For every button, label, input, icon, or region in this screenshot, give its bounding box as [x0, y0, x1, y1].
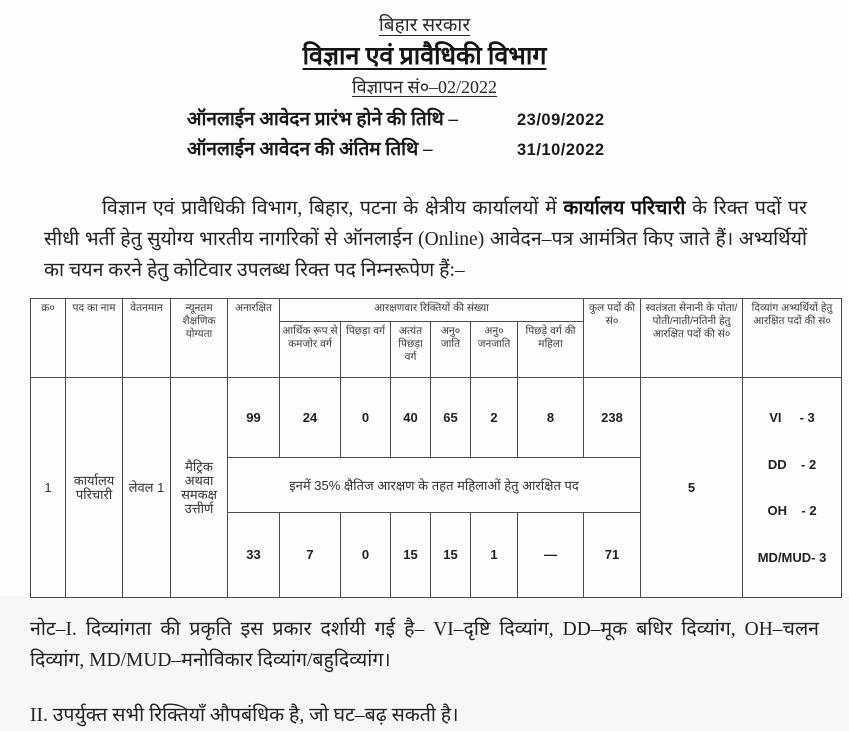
cell-bcw-women: — — [518, 512, 584, 597]
cell-total-women: 71 — [584, 512, 641, 597]
col-unreserved: अनारक्षित — [228, 299, 280, 378]
cell-bc-women2: 0 — [341, 512, 391, 597]
document-header — [0, 0, 849, 99]
col-pay-scale: वेतनमान — [123, 299, 171, 378]
cell-bc-total: 0 — [341, 378, 391, 458]
divyang-line-md: MD/MUD- 3 — [757, 549, 827, 565]
end-date-label: ऑनलाईन आवेदन की अंतिम तिथि – — [187, 139, 433, 160]
start-date-value: 23/09/2022 — [517, 111, 605, 129]
col-ebc: अत्यंत पिछड़ा वर्ग — [391, 322, 431, 378]
intro-text-1: विज्ञान एवं प्रावैधिकी विभाग, बिहार, पटना के क्षेत्रीय कार्यालयों में — [102, 198, 564, 219]
vacancy-table — [30, 298, 842, 598]
cell-ews-total: 24 — [280, 378, 341, 458]
intro-paragraph — [44, 193, 807, 286]
divyang-line-vi: VI - 3 — [769, 410, 815, 425]
start-date-label: ऑनलाईन आवेदन प्रारंभ होने की तिथि – — [187, 109, 459, 130]
government-title: बिहार सरकार — [378, 15, 471, 36]
intro-post-name-bold: कार्यालय परिचारी — [563, 198, 686, 219]
col-divyang: दिव्यांग अभ्यर्थियों हेतु आरक्षित पदों की सं० — [743, 299, 842, 378]
cell-unreserved-total: 99 — [228, 378, 280, 458]
cell-ebc-total: 40 — [391, 378, 431, 458]
cell-sc-total: 65 — [431, 378, 471, 458]
col-st: अनु० जनजाति — [471, 322, 518, 378]
cell-ews-women: 7 — [280, 512, 341, 597]
application-dates — [187, 105, 747, 165]
cell-qualification: मैट्रिक अथवा समकक्ष उत्तीर्ण — [171, 378, 228, 598]
cell-pay-scale: लेवल 1 — [123, 378, 171, 598]
cell-grand-total: 238 — [584, 378, 641, 458]
end-date-value: 31/10/2022 — [517, 141, 605, 159]
col-post-name: पद का नाम — [66, 299, 123, 378]
col-total-posts: कुल पदों की सं० — [584, 299, 641, 378]
cell-st-total: 2 — [471, 378, 518, 458]
cell-ebc-women: 15 — [391, 512, 431, 597]
col-bc-women: पिछड़े वर्ग की महिला — [518, 322, 584, 378]
cell-unreserved-women: 33 — [228, 512, 280, 597]
cell-divyang-breakup — [743, 378, 842, 598]
cell-post-name: कार्यालय परिचारी — [66, 378, 123, 598]
divyang-line-oh: OH - 2 — [767, 503, 817, 518]
end-date-line — [187, 135, 747, 165]
cell-bc-women-total: 8 — [518, 378, 584, 458]
advertisement-number: विज्ञापन सं०–02/2022 — [351, 77, 498, 97]
table-header-row-1 — [31, 299, 842, 322]
department-title: विज्ञान एवं प्रावैधिकी विभाग — [302, 43, 547, 70]
cell-women-reservation-note: इनमें 35% क्षैतिज आरक्षण के तहत महिलाओं हेतु आरक्षित पद — [228, 458, 641, 512]
col-freedom-fighter: स्वतंत्रता सेनानी के पोता/पोती/नाती/नतिनी हेतु आरक्षित पदों की सं० — [641, 299, 743, 378]
col-qualification: न्यूनतम शैक्षणिक योग्यता — [171, 299, 228, 378]
start-date-line — [187, 105, 747, 135]
note-2: II. उपर्युक्त सभी रिक्तियाँ औपबंधिक है, जो घट–बढ़ सकती है। — [30, 705, 459, 726]
col-sc: अनु० जाति — [431, 322, 471, 378]
divyang-line-dd: DD - 2 — [767, 456, 817, 472]
cell-st-women: 1 — [471, 512, 518, 597]
col-ews: आर्थिक रूप से कमजोर वर्ग — [280, 322, 341, 378]
table-row-total-vacancies — [31, 378, 842, 458]
cell-serial-no: 1 — [31, 378, 66, 598]
col-reservation-span: आरक्षणवार रिक्तियों की संख्या — [280, 299, 584, 322]
intro-text-2: के रिक्त पदों पर सीधी भर्ती हेतु सुयोग्य भारतीय नागरिकों से ऑनलाईन (Online) आवेदन–पत्र आमंत्रित किए जाते हैं। अभ्यर्थियों का चयन करने हेतु कोटिवार उपलब्ध रिक्त पद निम्नरूपेण हैं:– — [44, 198, 808, 281]
col-bc: पिछड़ा वर्ग — [341, 322, 391, 378]
cell-sc-women: 15 — [431, 512, 471, 597]
note-1: नोट–I. दिव्यांगता की प्रकृति इस प्रकार दर्शायी गई है– VI–दृष्टि दिव्यांग, DD–मूक बधिर दिव्यांग, OH–चलन दिव्यांग, MD/MUD–मनोविकार दिव्यांग/बहुदिव्यांग। — [30, 619, 819, 671]
col-serial-no: क्र० — [31, 299, 66, 378]
cell-freedom-fighter: 5 — [641, 378, 743, 598]
